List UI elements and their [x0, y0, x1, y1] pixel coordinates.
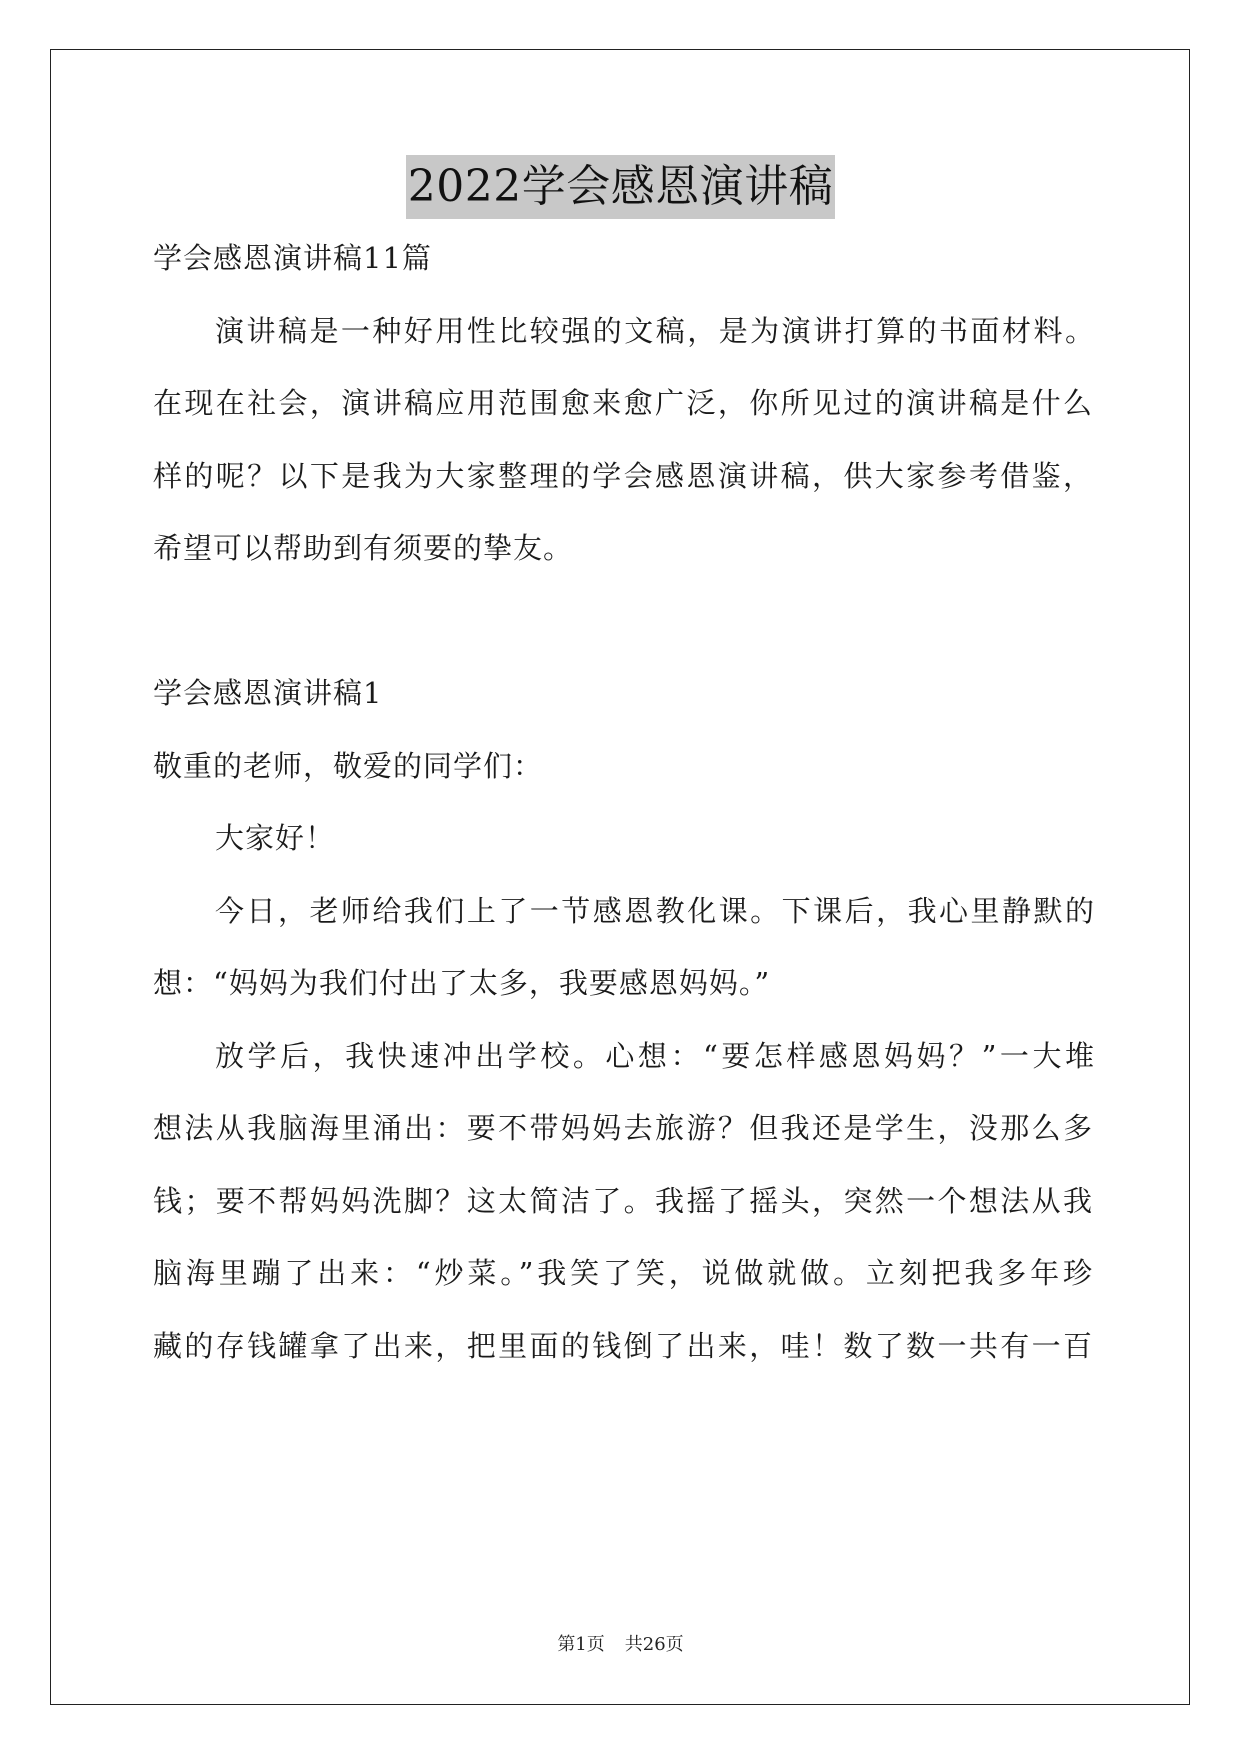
paragraph-line: 脑海里蹦了出来：“炒菜。”我笑了笑，说做就做。立刻把我多年珍	[153, 1256, 1093, 1290]
document-title: 2022学会感恩演讲稿	[406, 155, 835, 219]
paragraph-line: 想法从我脑海里涌出：要不带妈妈去旅游？但我还是学生，没那么多	[153, 1111, 1093, 1145]
page-border	[50, 49, 1190, 1705]
document-subtitle: 学会感恩演讲稿11篇	[153, 241, 432, 275]
title-container	[0, 155, 1241, 219]
page-number: 第1页	[557, 1634, 605, 1655]
section-heading: 学会感恩演讲稿1	[153, 676, 383, 710]
page-total: 共26页	[624, 1634, 684, 1655]
intro-line: 演讲稿是一种好用性比较强的文稿，是为演讲打算的书面材料。	[215, 314, 1095, 348]
paragraph-line: 钱；要不帮妈妈洗脚？这太简洁了。我摇了摇头，突然一个想法从我	[153, 1184, 1093, 1218]
page-footer	[0, 1630, 1241, 1656]
paragraph-line: 藏的存钱罐拿了出来，把里面的钱倒了出来，哇！数了数一共有一百	[153, 1329, 1093, 1363]
paragraph-line: 放学后，我快速冲出学校。心想：“要怎样感恩妈妈？”一大堆	[215, 1039, 1095, 1073]
paragraph-line: 想：“妈妈为我们付出了太多，我要感恩妈妈。”	[153, 966, 771, 1000]
greeting: 大家好！	[215, 821, 336, 855]
intro-line: 在现在社会，演讲稿应用范围愈来愈广泛，你所见过的演讲稿是什么	[153, 386, 1093, 420]
intro-line: 希望可以帮助到有须要的挚友。	[153, 531, 574, 565]
paragraph-line: 今日，老师给我们上了一节感恩教化课。下课后，我心里静默的	[215, 894, 1095, 928]
intro-line: 样的呢？以下是我为大家整理的学会感恩演讲稿，供大家参考借鉴，	[153, 459, 1093, 493]
salutation: 敬重的老师，敬爱的同学们：	[153, 749, 544, 783]
